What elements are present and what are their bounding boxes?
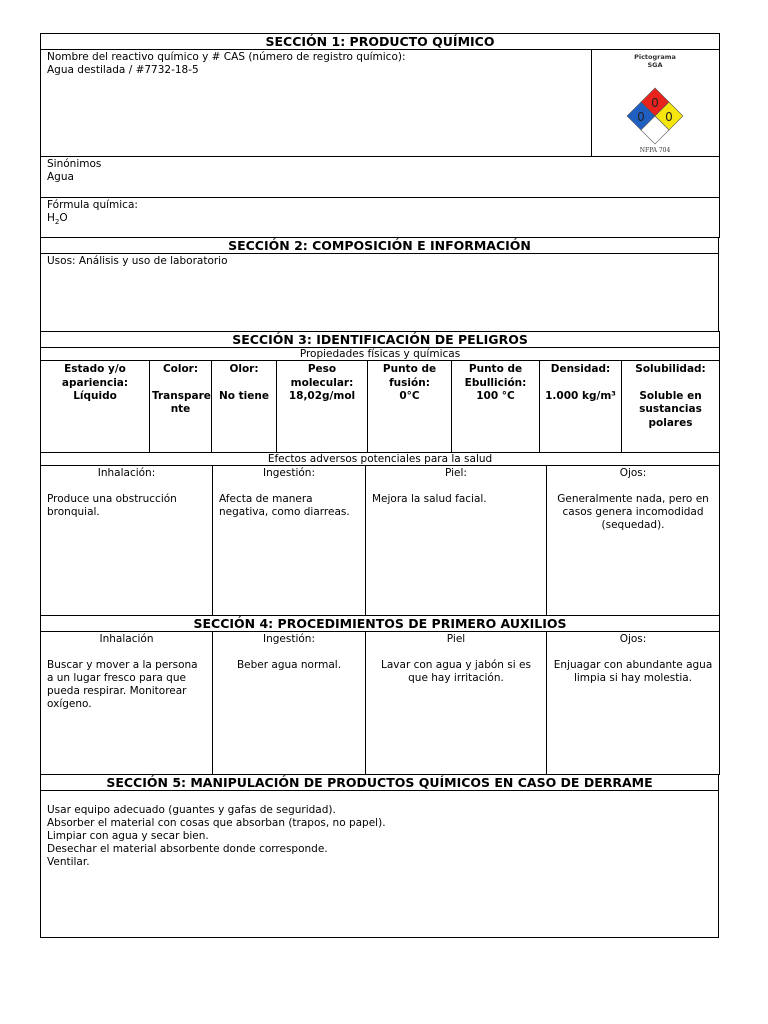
- section-4-title: SECCIÓN 4: PROCEDIMIENTOS DE PRIMERO AUXILIOS: [41, 616, 720, 632]
- first-aid-eyes: Ojos: Enjuagar con abundante agua limpia si hay molestia.: [547, 632, 720, 775]
- section-3-title: SECCIÓN 3: IDENTIFICACIÓN DE PELIGROS: [41, 332, 720, 348]
- properties-header: Propiedades físicas y químicas: [41, 348, 720, 361]
- section-4-table: [40, 615, 720, 775]
- first-aid-skin: Piel Lavar con agua y jabón si es que hay irritación.: [366, 632, 547, 775]
- uses-cell: [41, 254, 719, 332]
- spill-procedure-cell: [41, 791, 719, 938]
- effect-ingestion: Ingestión: Afecta de manera negativa, como diarreas.: [213, 466, 366, 616]
- section-5-table: [40, 774, 719, 938]
- formula-cell: [41, 198, 720, 238]
- pictogram-cell: [592, 50, 720, 157]
- pictogram-title: Pictograma: [634, 53, 676, 61]
- health-effects-row: [41, 466, 720, 616]
- synonyms-value: Agua: [47, 171, 74, 183]
- prop-melting-point: Punto de fusión: 0°C: [368, 361, 452, 453]
- first-aid-row: [41, 632, 720, 775]
- prop-boiling-point: Punto de Ebullición: 100 °C: [452, 361, 540, 453]
- first-aid-ingestion: Ingestión: Beber agua normal.: [213, 632, 366, 775]
- section-1-title: SECCIÓN 1: PRODUCTO QUÍMICO: [41, 34, 720, 50]
- reagent-name-value: Agua destilada / #7732-18-5: [47, 64, 199, 76]
- nfpa-diamond-icon: [592, 50, 718, 155]
- prop-molecular-weight: Peso molecular: 18,02g/mol: [277, 361, 368, 453]
- pictogram-subtitle: SGA: [647, 61, 663, 69]
- formula-value: $H_2O$: [47, 212, 68, 227]
- health-effects-table: [40, 452, 720, 616]
- health-effects-header: Efectos adversos potenciales para la salud: [41, 453, 720, 466]
- safety-data-sheet: [40, 33, 719, 938]
- section-1-table: [40, 33, 720, 238]
- effect-eyes: Ojos: Generalmente nada, pero en casos genera incomodidad (sequedad).: [547, 466, 720, 616]
- synonyms-cell: [41, 157, 720, 198]
- spill-line: Limpiar con agua y secar bien.: [47, 830, 209, 842]
- spill-line: Ventilar.: [47, 856, 90, 868]
- effect-inhalation: Inhalación: Produce una obstrucción bronquial.: [41, 466, 213, 616]
- formula-label: Fórmula química:: [47, 199, 138, 211]
- first-aid-inhalation: Inhalación Buscar y mover a la persona a un lugar fresco para que pueda respirar. Monitorear oxígeno.: [41, 632, 213, 775]
- spill-line: Usar equipo adecuado (guantes y gafas de seguridad).: [47, 804, 336, 816]
- section-2-table: [40, 237, 719, 332]
- uses-text: Usos: Análisis y uso de laboratorio: [47, 255, 228, 267]
- prop-density: Densidad: 1.000 kg/m³: [540, 361, 622, 453]
- properties-row: [41, 361, 720, 453]
- spill-line: Absorber el material con cosas que absorban (trapos, no papel).: [47, 817, 386, 829]
- nfpa-health-value: 0: [637, 110, 645, 124]
- reagent-name-label: Nombre del reactivo químico y # CAS (número de registro químico):: [47, 51, 406, 63]
- nfpa-reactivity-value: 0: [665, 110, 673, 124]
- section-2-title: SECCIÓN 2: COMPOSICIÓN E INFORMACIÓN: [41, 238, 719, 254]
- synonyms-label: Sinónimos: [47, 158, 102, 170]
- prop-odor: Olor: No tiene: [212, 361, 277, 453]
- prop-state: Estado y/o apariencia: Líquido: [41, 361, 150, 453]
- reagent-name-cell: [41, 50, 592, 157]
- spill-line: Desechar el material absorbente donde corresponde.: [47, 843, 328, 855]
- nfpa-flammability-value: 0: [651, 96, 659, 110]
- section-3-table: [40, 331, 720, 453]
- section-5-title: SECCIÓN 5: MANIPULACIÓN DE PRODUCTOS QUÍMICOS EN CASO DE DERRAME: [41, 775, 719, 791]
- prop-color: Color: Transpare nte: [150, 361, 212, 453]
- prop-solubility: Solubilidad: Soluble en sustancias polares: [622, 361, 720, 453]
- nfpa-caption: NFPA 704: [639, 147, 671, 154]
- effect-skin: Piel: Mejora la salud facial.: [366, 466, 547, 616]
